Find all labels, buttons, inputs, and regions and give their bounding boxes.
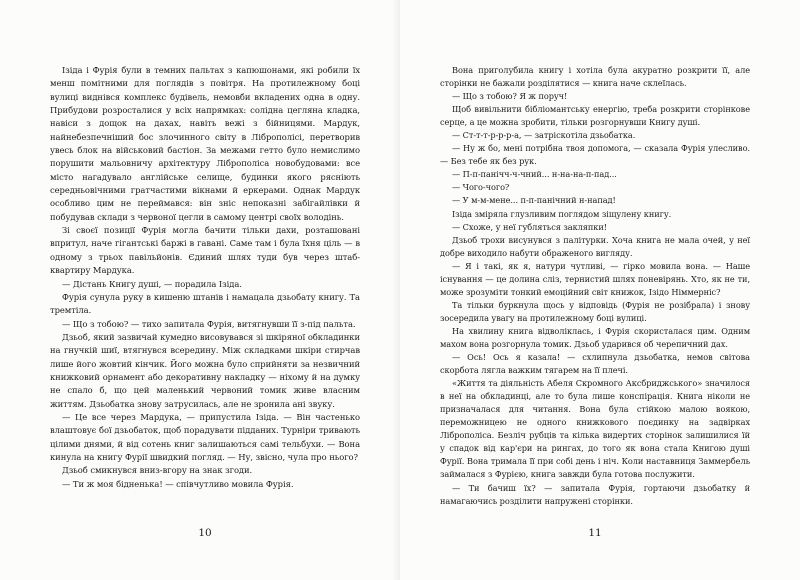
paragraph: Вона приголубила книгу і хотіла була акуратно розкрити її, але сторінки не бажали розділятися — книга наче склеїлась. xyxy=(440,65,750,89)
paragraph: — Ти бачиш їх? — запитала Фурія, гортаючи дзьобатку й намагаючись розділити напружені сторінки. xyxy=(440,482,750,506)
paragraph: Ізіда зміряла глузливим поглядом зіщулену книгу. xyxy=(452,208,672,219)
paragraph: — П-п-панічч-ч-чний... н-на-на-п-пад... xyxy=(452,169,617,180)
paragraph: Зі своєї позиції Фурія могла бачити тільки дахи, розташовані впритул, наче гігантські баржі в гавані. Саме там і була їхня ціль — в одному з трьох павільйонів. Єдиний шлях туди був через штаб-квартиру Мардука. xyxy=(50,225,360,276)
paragraph: Ізіда і Фурія були в темних пальтах з капюшонами, які робили їх менш помітними для поглядів з повітря. На протилежному боці вулиці виднівся комплекс будівель, немовби вкладених одна в одну. Прибудови розросталися у всіх напрямках: солідна цегляна кладка, навіси з дощок на дахах, навіть вежі з бійницями. Мардук, найнебезпечніший бос злочинного світу в Ліброполісі, перетворив увесь блок на військовий бастіон. За межами гетто було немислимо порушити мальовничу архітектуру Ліброполіса новобудовами: все місто нагадувало англійське селище, будинки якого рясніють середньовічними гратчастими вікнами й еркерами. Однак Мардук особливо цим не переймався: він зніс непоказні забігайлівки й побудував склади з червоної цегли в самому центрі своїх володінь. xyxy=(50,65,360,222)
paragraph: — Ну ж бо, мені потрібна твоя допомога, — сказала Фурія улесливо. — Без тебе як без рук. xyxy=(440,143,750,167)
paragraph: Щоб вивільнити бібліомантську енергію, треба розкрити сторінкове серце, а це можна зробити, тільки розгорнувши Книгу душі. xyxy=(440,104,750,128)
paragraph: — Ти ж моя бідненька! — співчутливо мовила Фурія. xyxy=(62,478,294,489)
paragraph: Дзьоб, який зазвичай кумедно висовувався зі шкіряної обкладинки на гнучкій шиї, втягнувся всередину. Між складками шкіри стирчав лише його жовтий кінчик. Його можна було сприйняти за незвичний книжковий орнамент або декоративну накладку — ніхому й на думку не спало б, що цей маленький червоний томик живе власним життям. Дзьобатка знову затрусилась, але не зронила ані звуку. xyxy=(50,331,360,409)
paragraph: — Ось! Ось я казала! — схлипнула дзьобатка, немов світова скорбота лягла важким тягарем на її плечі. xyxy=(440,352,750,376)
paragraph: — Дістань Книгу душі, — порадила Ізіда. xyxy=(62,278,242,289)
paragraph: — У м-м-мене... п-п-панічний н-напад! xyxy=(452,195,616,206)
paragraph: — Що з тобою? — тихо запитала Фурія, витягнувши її з-під пальта. xyxy=(62,318,356,329)
paragraph: Дзьоб смикнувся вниз-вгору на знак згоди. xyxy=(62,465,253,476)
paragraph: — Схоже, у неї губляться закляпки! xyxy=(452,221,607,232)
paragraph: «Життя та діяльність Абеля Скромного Аксбриджського» значилося в неї на обкладинці, але то була лише конспірація. Книга ніколи не призначалася для читання. Вона була стійкою малою воякою, переможницею не одного книжкового поєдинку на задвірках Ліброполіса. Безліч рубців та кілька видертих сторінок залишилися їй у спадок від кар'єри на рингах, до того як вона стала Книгою душі Фурії. Вона тримала її при собі день і ніч. Коли наставниця Заммербель займалася з Фурією, книга завжди була готова послужити. xyxy=(440,378,750,480)
paragraph: Дзьоб трохи висунувся з палітурки. Хоча книга не мала очей, у неї добре виходило набути ображеного вигляду. xyxy=(440,234,750,258)
left-page-text xyxy=(50,64,360,491)
paragraph: Та тільки буркнула щось у відповідь (Фурія не розібрала) і знову зосередила увагу на протилежному боці вулиці. xyxy=(440,299,750,323)
right-page xyxy=(400,0,800,580)
paragraph: — Що з тобою? Я ж поруч! xyxy=(452,91,568,102)
paragraph: Фурія сунула руку в кишеню штанів і намацала дзьобату книгу. Та тремтіла. xyxy=(50,291,360,316)
page-number: 11 xyxy=(588,527,602,539)
paragraph: — Чого-чого? xyxy=(452,182,510,193)
paragraph: — Це все через Мардука, — припустила Ізіда. — Він частенько влаштовує бої дзьобаток, щоб порадувати підданих. Турніри тривають цілими днями, й від сотень книг залишаються самі тельбухи. — Вона кинула на книгу Фурії швидкий погляд. — Ну, звісно, чула про нього? xyxy=(50,411,360,462)
paragraph: — Ст-т-т-р-р-р-а, — затріскотіла дзьобатка. xyxy=(452,130,636,141)
page-number: 10 xyxy=(198,527,212,539)
paragraph: На хвилину книга відволіклась, і Фурія скористалася цим. Одним махом вона розгорнула томик. Дзьоб ударився об черепичний дах. xyxy=(440,325,750,349)
right-page-text xyxy=(440,64,750,508)
paragraph: — Я і такі, як я, натури чутливі, — гірко мовила вона. — Наше існування — це долина сліз, тернистий шлях поневірянь. Хто, як не ти, може зрозуміти тонкий емоційний світ книжок, Ізідо Німмерніс? xyxy=(440,260,750,297)
